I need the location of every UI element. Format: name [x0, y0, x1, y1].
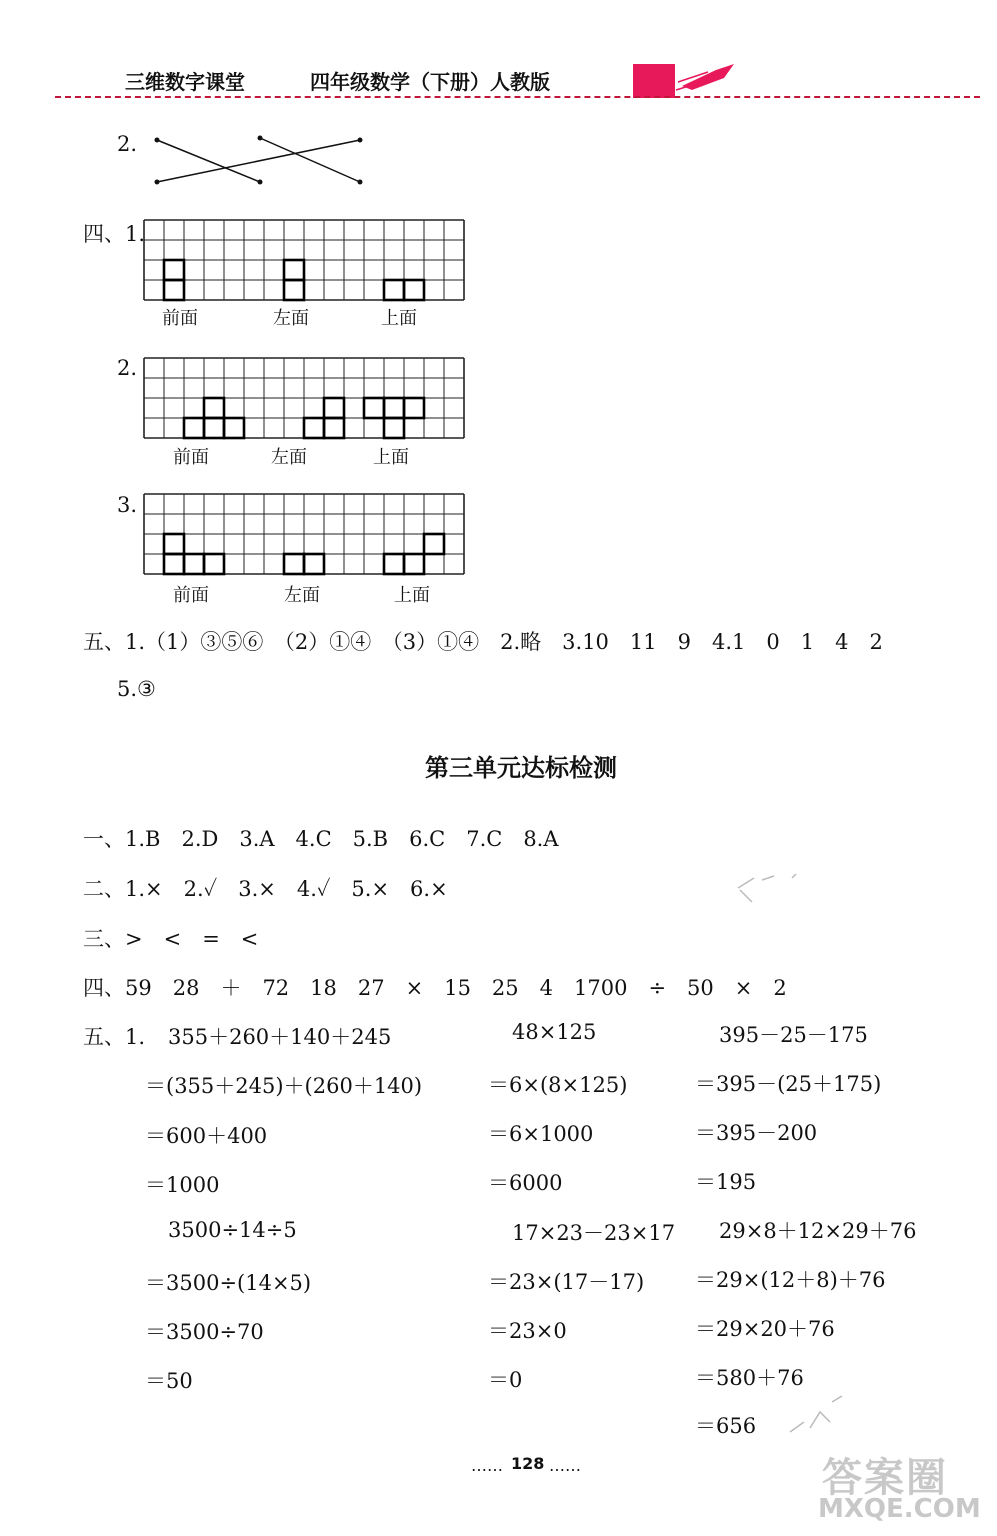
calc-3-line-4: ＝195 [695, 1170, 757, 1194]
sec5-answers-line2: 5.③ [117, 677, 156, 701]
view-cell [384, 418, 404, 438]
view-cell [324, 398, 344, 418]
calc-6-line-1: 29×8＋12×29＋76 [719, 1219, 917, 1243]
caption-left-3: 左面 [284, 585, 320, 606]
sec4-label-3: 3. [117, 493, 138, 517]
calc-5-line-4: ＝0 [488, 1368, 523, 1392]
view-cell [284, 554, 304, 574]
view-cell [204, 398, 224, 418]
caption-top-3: 上面 [394, 585, 430, 606]
view-cell [384, 398, 404, 418]
page-dots-left: …… [471, 1456, 503, 1475]
unit3-q2: 二、1.× 2.✓ 3.× 4.✓ 5.× 6.× [83, 877, 448, 901]
view-cell [364, 398, 384, 418]
calc-2-line-3: ＝6×1000 [488, 1122, 594, 1146]
page-number: 128 [511, 1454, 545, 1473]
pencil-mark-2 [780, 1392, 850, 1442]
view-cell [184, 554, 204, 574]
view-cell [164, 554, 184, 574]
view-cell [224, 418, 244, 438]
view-cell [324, 418, 344, 438]
watermark-url: MXQE.COM [818, 1494, 981, 1524]
view-cell [384, 554, 404, 574]
watermark-logo: 答案圈 [822, 1455, 948, 1501]
unit3-q3: 三、> < = < [83, 927, 259, 951]
view-grid-3 [143, 493, 467, 577]
caption-left-1: 左面 [273, 308, 309, 329]
view-cell [204, 554, 224, 574]
view-cell [404, 280, 424, 300]
view-cell [384, 280, 404, 300]
pencil-mark [732, 870, 812, 910]
match-label: 2. [117, 132, 138, 156]
calc-5-line-1: 17×23－23×17 [512, 1221, 676, 1245]
view-cell [164, 280, 184, 300]
caption-front-3: 前面 [173, 585, 209, 606]
view-cell [304, 418, 324, 438]
page-dots-right: …… [549, 1456, 581, 1475]
calc-1-line-1: 355＋260＋140＋245 [168, 1025, 392, 1049]
calc-6-line-3: ＝29×20＋76 [695, 1317, 835, 1341]
caption-top-2: 上面 [373, 447, 409, 468]
calc-2-line-1: 48×125 [512, 1020, 597, 1044]
view-cell [184, 418, 204, 438]
sec4-label-1: 四、1. [83, 222, 146, 246]
calc-5-line-2: ＝23×(17－17) [488, 1270, 645, 1294]
sec5-answers-line1: 五、1.（1）③⑤⑥ （2）①④ （3）①④ 2.略 3.10 11 9 4.1 0 1 4 2 [83, 630, 883, 654]
unit3-q1: 一、1.B 2.D 3.A 4.C 5.B 6.C 7.C 8.A [83, 827, 559, 851]
view-grid-2 [143, 357, 467, 441]
calc-6-line-4: ＝580＋76 [695, 1366, 804, 1390]
caption-front-1: 前面 [162, 308, 198, 329]
calc-4-line-1: 3500÷14÷5 [168, 1218, 297, 1242]
calc-1-line-3: ＝600＋400 [145, 1124, 268, 1148]
series-title: 三维数字课堂 [125, 70, 245, 94]
sec4-label-2: 2. [117, 356, 138, 380]
calc-3-line-1: 395－25－175 [719, 1023, 868, 1047]
view-cell [404, 554, 424, 574]
unit3-q4: 四、59 28 ＋ 72 18 27 × 15 25 4 1700 ÷ 50 × 2 [83, 976, 787, 1000]
view-cell [284, 260, 304, 280]
calc-1-line-2: ＝(355＋245)＋(260＋140) [145, 1074, 423, 1098]
view-cell [284, 280, 304, 300]
calc-4-line-2: ＝3500÷(14×5) [145, 1271, 312, 1295]
calc-3-line-3: ＝395－200 [695, 1121, 818, 1145]
calc-4-line-4: ＝50 [145, 1369, 193, 1393]
calc-5-line-3: ＝23×0 [488, 1319, 567, 1343]
calc-2-line-4: ＝6000 [488, 1171, 563, 1195]
unit3-q5-label: 五、1. [83, 1025, 146, 1049]
caption-left-2: 左面 [271, 447, 307, 468]
calc-1-line-4: ＝1000 [145, 1173, 220, 1197]
view-cell [424, 534, 444, 554]
calc-6-line-5: ＝656 [695, 1414, 757, 1438]
view-grid-1 [143, 219, 467, 303]
calc-3-line-2: ＝395－(25＋175) [695, 1072, 882, 1096]
view-cell [204, 418, 224, 438]
matching-lines [150, 132, 370, 188]
calc-4-line-3: ＝3500÷70 [145, 1320, 264, 1344]
calc-6-line-2: ＝29×(12＋8)＋76 [695, 1268, 886, 1292]
view-cell [404, 398, 424, 418]
book-title: 四年级数学（下册）人教版 [310, 70, 550, 94]
view-cell [164, 260, 184, 280]
caption-top-1: 上面 [381, 308, 417, 329]
header-color-block [633, 64, 675, 98]
view-cell [304, 554, 324, 574]
view-cell [164, 534, 184, 554]
calc-2-line-2: ＝6×(8×125) [488, 1073, 628, 1097]
rocket-icon [672, 60, 742, 96]
unit3-title: 第三单元达标检测 [425, 753, 617, 782]
caption-front-2: 前面 [173, 447, 209, 468]
header-dashed-rule [55, 96, 980, 98]
